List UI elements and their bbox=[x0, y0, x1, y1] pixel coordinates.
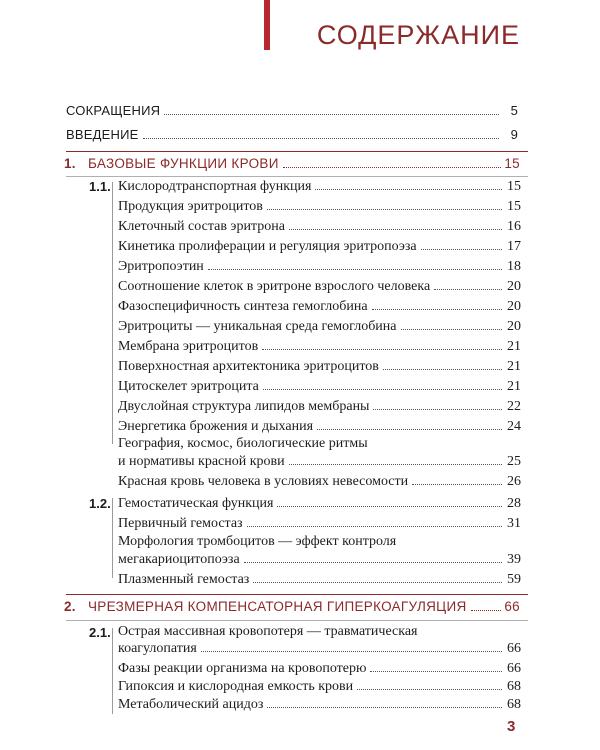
toc-item-label: Продукция эритроцитов bbox=[118, 199, 263, 214]
section-number: 1.1. bbox=[89, 179, 111, 194]
toc-page-number: 21 bbox=[507, 379, 521, 394]
toc-chapter-1[interactable] bbox=[64, 156, 520, 174]
toc-page-number: 22 bbox=[507, 399, 521, 414]
toc-item-label: Поверхностная архитектоника эритроцитов bbox=[118, 359, 379, 374]
dot-leader bbox=[401, 329, 502, 330]
toc-item[interactable] bbox=[118, 399, 521, 417]
page-title: СОДЕРЖАНИЕ bbox=[316, 20, 520, 50]
section-bracket bbox=[112, 182, 113, 444]
dot-leader bbox=[267, 209, 502, 210]
toc-page-number: 66 bbox=[504, 599, 520, 614]
toc-item[interactable] bbox=[118, 259, 521, 277]
toc-page-number: 18 bbox=[507, 259, 521, 274]
toc-page-number: 5 bbox=[510, 103, 518, 118]
toc-item-label: Гипоксия и кислородная емкость крови bbox=[118, 679, 354, 694]
dot-leader bbox=[262, 349, 502, 350]
dot-leader bbox=[289, 464, 502, 465]
toc-page-number: 20 bbox=[507, 299, 521, 314]
chapter-divider bbox=[66, 594, 528, 595]
chapter-number: 1. bbox=[64, 156, 76, 171]
toc-item-label-line1: Морфология тромбоцитов — эффект контроля bbox=[118, 534, 397, 549]
toc-section-1-2[interactable] bbox=[89, 496, 521, 514]
toc-item[interactable] bbox=[118, 679, 521, 697]
toc-item[interactable] bbox=[118, 661, 521, 679]
toc-chapter-2[interactable] bbox=[64, 599, 520, 617]
chapter-title: БАЗОВЫЕ ФУНКЦИИ КРОВИ bbox=[88, 156, 279, 171]
toc-page-number: 15 bbox=[507, 179, 521, 194]
toc-item[interactable] bbox=[118, 339, 521, 357]
dot-leader bbox=[247, 526, 502, 527]
toc-entry-introduction[interactable] bbox=[66, 127, 518, 145]
toc-page-number: 15 bbox=[507, 199, 521, 214]
toc-item-label: Энергетика брожения и дыхания bbox=[118, 419, 314, 434]
toc-item-label: Эритропоэтин bbox=[118, 259, 204, 274]
toc-item[interactable] bbox=[118, 697, 521, 715]
dot-leader bbox=[315, 189, 502, 190]
toc-page-number: 59 bbox=[507, 572, 521, 587]
dot-leader bbox=[143, 138, 500, 139]
toc-item-label: и нормативы красной крови bbox=[118, 454, 285, 469]
toc-item-label: Эритроциты — уникальная среда гемоглобина bbox=[118, 319, 397, 334]
dot-leader bbox=[208, 269, 502, 270]
dot-leader bbox=[373, 409, 502, 410]
chapter-number: 2. bbox=[64, 599, 76, 614]
dot-leader bbox=[372, 309, 502, 310]
dot-leader bbox=[383, 369, 502, 370]
toc-page-number: 17 bbox=[507, 239, 521, 254]
toc-page-number: 66 bbox=[507, 641, 521, 656]
toc-section-1-1[interactable] bbox=[89, 179, 521, 197]
section-number: 1.2. bbox=[89, 496, 111, 511]
toc-entry-abbreviations[interactable] bbox=[66, 103, 518, 121]
chapter-divider bbox=[66, 620, 528, 621]
toc-item[interactable] bbox=[118, 516, 521, 534]
toc-page-number: 20 bbox=[507, 279, 521, 294]
toc-page-number: 28 bbox=[507, 496, 521, 511]
toc-item-label: Клеточный состав эритрона bbox=[118, 219, 285, 234]
toc-item[interactable] bbox=[118, 199, 521, 217]
toc-page-number: 24 bbox=[507, 419, 521, 434]
toc-page-number: 16 bbox=[507, 219, 521, 234]
toc-entry-label: ВВЕДЕНИЕ bbox=[66, 127, 139, 142]
dot-leader bbox=[471, 610, 501, 611]
dot-leader bbox=[317, 429, 502, 430]
toc-item-label: Соотношение клеток в эритроне взрослого человека bbox=[118, 279, 431, 294]
dot-leader bbox=[244, 562, 502, 563]
toc-item[interactable] bbox=[118, 552, 521, 570]
toc-page-number: 9 bbox=[510, 127, 518, 142]
toc-item-label-line1: География, космос, биологические ритмы bbox=[118, 436, 368, 451]
toc-item[interactable] bbox=[118, 299, 521, 317]
toc-page-number: 21 bbox=[507, 359, 521, 374]
chapter-divider bbox=[66, 151, 528, 152]
toc-section-2-1[interactable] bbox=[118, 641, 521, 659]
toc-item[interactable] bbox=[118, 239, 521, 257]
toc-page-number: 26 bbox=[507, 474, 521, 489]
toc-item[interactable] bbox=[118, 379, 521, 397]
dot-leader bbox=[201, 651, 502, 652]
toc-page-number: 68 bbox=[507, 697, 521, 712]
dot-leader bbox=[164, 114, 499, 115]
section-title: Гемостатическая функция bbox=[118, 496, 274, 511]
toc-item-label: Кинетика пролиферации и регуляция эритропоэза bbox=[118, 239, 417, 254]
toc-item-label: Первичный гемостаз bbox=[118, 516, 243, 531]
dot-leader bbox=[434, 289, 502, 290]
toc-page-number: 25 bbox=[507, 454, 521, 469]
dot-leader bbox=[370, 671, 502, 672]
dot-leader bbox=[253, 582, 502, 583]
toc-page-number: 15 bbox=[504, 156, 520, 171]
section-title-line1: Острая массивная кровопотеря — травматическая bbox=[118, 624, 418, 639]
dot-leader bbox=[283, 167, 501, 168]
section-bracket bbox=[112, 498, 113, 578]
toc-item[interactable] bbox=[118, 572, 521, 590]
dot-leader bbox=[267, 707, 502, 708]
toc-item[interactable] bbox=[118, 419, 521, 437]
toc-item-label: Метаболический ацидоз bbox=[118, 697, 264, 712]
toc-item-label: Цитоскелет эритроцита bbox=[118, 379, 259, 394]
toc-item[interactable] bbox=[118, 219, 521, 237]
toc-page-number: 66 bbox=[507, 661, 521, 676]
dot-leader bbox=[421, 249, 502, 250]
toc-item-label: Двуслойная структура липидов мембраны bbox=[118, 399, 370, 414]
toc-item[interactable] bbox=[118, 454, 521, 472]
toc-item[interactable] bbox=[118, 474, 521, 492]
toc-entry-label: СОКРАЩЕНИЯ bbox=[66, 103, 161, 118]
toc-page-number: 68 bbox=[507, 679, 521, 694]
dot-leader bbox=[357, 689, 502, 690]
dot-leader bbox=[412, 484, 502, 485]
toc-item-label: Красная кровь человека в условиях невесомости bbox=[118, 474, 409, 489]
toc-page-number: 20 bbox=[507, 319, 521, 334]
chapter-divider bbox=[66, 176, 528, 177]
page-number: 3 bbox=[507, 718, 516, 735]
toc-item-label: Фазы реакции организма на кровопотерю bbox=[118, 661, 367, 676]
toc-page-number: 39 bbox=[507, 552, 521, 567]
toc-item-label: Мембрана эритроцитов bbox=[118, 339, 259, 354]
section-number: 2.1. bbox=[89, 625, 111, 640]
section-title: Кислородтранспортная функция bbox=[118, 179, 312, 194]
toc-item[interactable] bbox=[118, 279, 521, 297]
toc-page-number: 31 bbox=[507, 516, 521, 531]
toc-item[interactable] bbox=[118, 359, 521, 377]
dot-leader bbox=[263, 389, 502, 390]
toc-item-label: мегакариоцитопоэза bbox=[118, 552, 240, 567]
toc-item[interactable] bbox=[118, 319, 521, 337]
section-bracket bbox=[112, 628, 113, 714]
toc-item-label: Плазменный гемостаз bbox=[118, 572, 250, 587]
section-title: коагулопатия bbox=[118, 641, 197, 656]
toc-page-number: 21 bbox=[507, 339, 521, 354]
toc-item-label: Фазоспецифичность синтеза гемоглобина bbox=[118, 299, 368, 314]
chapter-title: ЧРЕЗМЕРНАЯ КОМПЕНСАТОРНАЯ ГИПЕРКОАГУЛЯЦИЯ bbox=[88, 599, 467, 614]
dot-leader bbox=[289, 229, 502, 230]
dot-leader bbox=[277, 506, 502, 507]
